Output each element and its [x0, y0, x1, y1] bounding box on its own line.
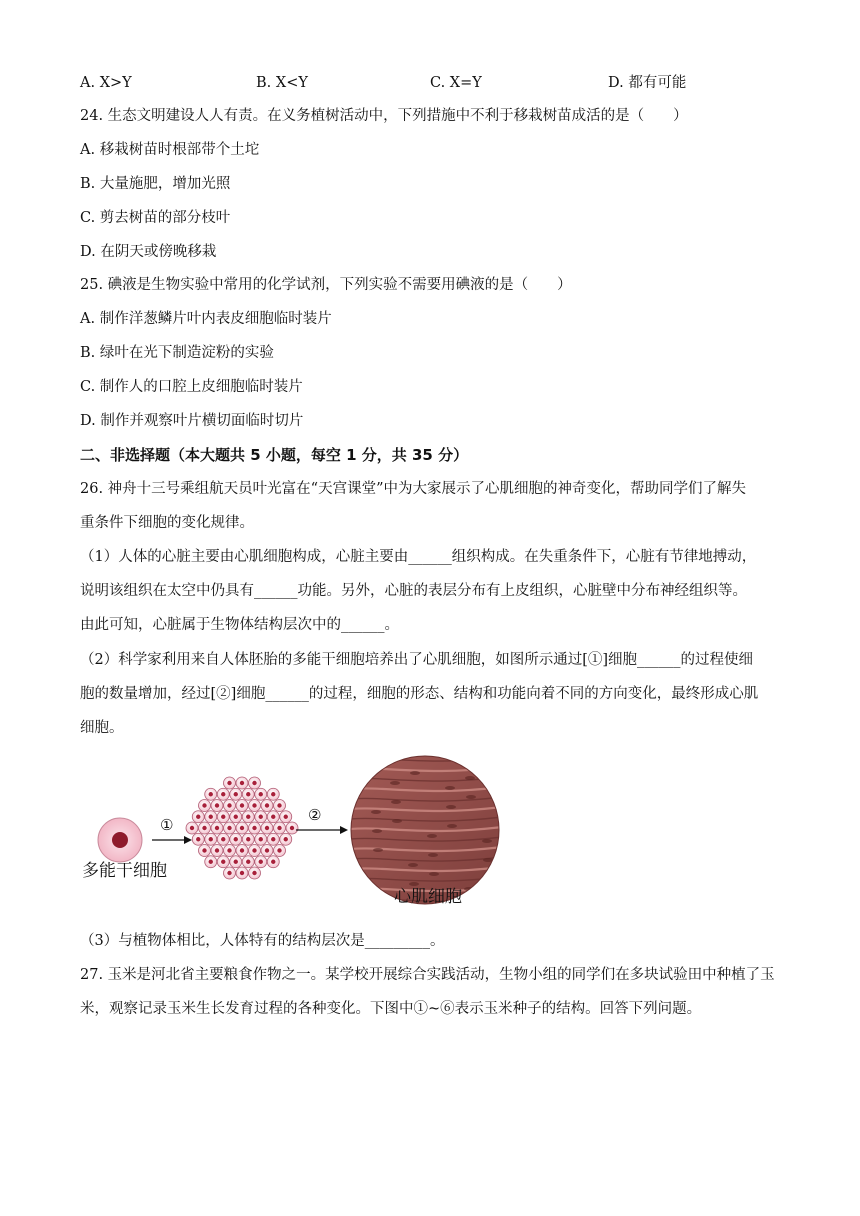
cluster-cell-nucleus	[252, 848, 256, 852]
q26-stem-line-2: 重条件下细胞的变化规律。	[80, 515, 254, 531]
cluster-cell-nucleus	[259, 815, 263, 819]
q26-part1-line-3: 由此可知，心脏属于生物体结构层次中的______。	[80, 617, 399, 633]
q23-option-c: C. X=Y	[430, 75, 482, 91]
cluster-cell-nucleus	[227, 781, 231, 785]
cluster-cell-nucleus	[271, 837, 275, 841]
cluster-cell-nucleus	[277, 848, 281, 852]
cluster-cell-nucleus	[290, 826, 294, 830]
muscle-nucleus	[372, 829, 382, 833]
muscle-nucleus	[355, 766, 365, 770]
section-title: 二、非选择题（本大题共 5 小题，每空 1 分，共 35 分）	[80, 446, 469, 464]
cluster-cell-nucleus	[202, 848, 206, 852]
cluster-cell-nucleus	[277, 803, 281, 807]
q25-option-a: A. 制作洋葱鳞片叶内表皮细胞临时装片	[80, 311, 332, 327]
muscle-nucleus	[447, 824, 457, 828]
cluster-cell-nucleus	[234, 815, 238, 819]
cluster-cell-nucleus	[215, 848, 219, 852]
arrow-1	[152, 836, 192, 844]
q24-stem: 24. 生态文明建设人人有责。在义务植树活动中，下列措施中不利于移栽树苗成活的是（ ）	[80, 108, 688, 124]
q26-part2-line-3: 细胞。	[80, 720, 124, 736]
cluster-cell-nucleus	[252, 803, 256, 807]
muscle-nucleus	[428, 853, 438, 857]
cluster-cell-nucleus	[284, 837, 288, 841]
arrow-2	[296, 826, 348, 834]
muscle-nucleus	[466, 795, 476, 799]
cluster-cell-nucleus	[284, 815, 288, 819]
cluster-cell-nucleus	[202, 803, 206, 807]
q23-option-b: B. X<Y	[256, 75, 308, 91]
step-2-label: ②	[308, 806, 322, 824]
cluster-cell-nucleus	[234, 792, 238, 796]
cluster-cell-nucleus	[221, 815, 225, 819]
cluster-cell-nucleus	[246, 815, 250, 819]
q25-option-c: C. 制作人的口腔上皮细胞临时装片	[80, 379, 303, 395]
cluster-cell-nucleus	[240, 848, 244, 852]
cluster-cell-nucleus	[240, 803, 244, 807]
cluster-cell-nucleus	[196, 837, 200, 841]
cluster-cell-nucleus	[190, 826, 194, 830]
muscle-nucleus	[429, 872, 439, 876]
muscle-nucleus	[391, 800, 401, 804]
q25-stem: 25. 碘液是生物实验中常用的化学试剂，下列实验不需要用碘液的是（ ）	[80, 277, 572, 293]
cluster-cell-nucleus	[234, 860, 238, 864]
cluster-cell-nucleus	[227, 826, 231, 830]
muscle-nucleus	[445, 786, 455, 790]
cluster-cell-nucleus	[202, 826, 206, 830]
stem-cell-label: 多能干细胞	[82, 861, 167, 881]
cell-differentiation-figure	[80, 748, 520, 918]
q24-option-d: D. 在阴天或傍晚移栽	[80, 244, 217, 260]
cluster-cell-nucleus	[265, 826, 269, 830]
cluster-cell-nucleus	[215, 826, 219, 830]
q26-part1-line-2: 说明该组织在太空中仍具有______功能。另外，心脏的表层分布有上皮组织，心脏壁中分布神经组织等。	[80, 583, 747, 599]
cluster-cell-nucleus	[246, 792, 250, 796]
q26-part2-line-2: 胞的数量增加，经过[②]细胞______的过程，细胞的形态、结构和功能向着不同的方向变化，最终形成心肌	[80, 686, 759, 702]
q24-option-c: C. 剪去树苗的部分枝叶	[80, 210, 231, 226]
q27-stem-line-1: 27. 玉米是河北省主要粮食作物之一。某学校开展综合实践活动，生物小组的同学们在多块试验田中种植了玉	[80, 967, 775, 983]
cluster-cell-nucleus	[252, 826, 256, 830]
cluster-cell-nucleus	[265, 848, 269, 852]
cluster-cell-nucleus	[265, 803, 269, 807]
muscle-nucleus	[409, 882, 419, 886]
q24-option-a: A. 移栽树苗时根部带个土坨	[80, 142, 260, 158]
cluster-cell-nucleus	[252, 781, 256, 785]
muscle-nucleus	[371, 810, 381, 814]
muscle-nucleus	[392, 819, 402, 823]
muscle-nucleus	[410, 771, 420, 775]
cluster-cell-nucleus	[234, 837, 238, 841]
cluster-cell-nucleus	[215, 803, 219, 807]
cluster-cell-nucleus	[209, 860, 213, 864]
q26-part3: （3）与植物体相比，人体特有的结构层次是_________。	[80, 933, 445, 949]
cardiac-cell-label: 心肌细胞	[394, 887, 462, 907]
cluster-cell-nucleus	[240, 781, 244, 785]
cluster-cell-nucleus	[246, 860, 250, 864]
muscle-nucleus	[446, 805, 456, 809]
muscle-nucleus	[484, 877, 494, 881]
q24-option-b: B. 大量施肥，增加光照	[80, 176, 231, 192]
cluster-cell-nucleus	[259, 837, 263, 841]
muscle-nucleus	[482, 839, 492, 843]
cluster-cell-nucleus	[221, 860, 225, 864]
cluster-cell-nucleus	[196, 815, 200, 819]
cluster-cell-nucleus	[227, 871, 231, 875]
cell-cluster	[186, 777, 298, 879]
cluster-cell-nucleus	[246, 837, 250, 841]
cluster-cell-nucleus	[240, 826, 244, 830]
q25-option-b: B. 绿叶在光下制造淀粉的实验	[80, 345, 274, 361]
cluster-cell-nucleus	[209, 792, 213, 796]
q25-option-d: D. 制作并观察叶片横切面临时切片	[80, 413, 304, 429]
cluster-cell-nucleus	[240, 871, 244, 875]
muscle-nucleus	[408, 863, 418, 867]
cluster-cell-nucleus	[271, 860, 275, 864]
muscle-nucleus	[373, 848, 383, 852]
cluster-cell-nucleus	[227, 848, 231, 852]
q26-stem-line-1: 26. 神舟十三号乘组航天员叶光富在“天宫课堂”中为大家展示了心肌细胞的神奇变化，帮助同学们了解失	[80, 481, 746, 497]
q26-part1-line-1: （1）人体的心脏主要由心肌细胞构成，心脏主要由______组织构成。在失重条件下，心脏有节律地搏动，	[80, 549, 757, 565]
q23-option-a: A. X>Y	[80, 75, 132, 91]
stem-cell	[98, 818, 142, 862]
cluster-cell-nucleus	[209, 815, 213, 819]
q23-option-d: D. 都有可能	[608, 75, 687, 91]
cluster-cell-nucleus	[277, 826, 281, 830]
cluster-cell-nucleus	[227, 803, 231, 807]
cluster-cell-nucleus	[221, 837, 225, 841]
step-1-label: ①	[160, 816, 174, 834]
cluster-cell-nucleus	[259, 860, 263, 864]
cluster-cell-nucleus	[259, 792, 263, 796]
cluster-cell-nucleus	[271, 815, 275, 819]
q26-part2-line-1: （2）科学家利用来自人体胚胎的多能干细胞培养出了心肌细胞，如图所示通过[①]细胞______的过程使细	[80, 652, 754, 668]
cluster-cell-nucleus	[221, 792, 225, 796]
muscle-nucleus	[427, 834, 437, 838]
cluster-cell-nucleus	[209, 837, 213, 841]
cluster-cell-nucleus	[271, 792, 275, 796]
cluster-cell-nucleus	[252, 871, 256, 875]
muscle-nucleus	[465, 776, 475, 780]
q27-stem-line-2: 米，观察记录玉米生长发育过程的各种变化。下图中①~⑥表示玉米种子的结构。回答下列问题。	[80, 1001, 702, 1017]
muscle-nucleus	[390, 781, 400, 785]
